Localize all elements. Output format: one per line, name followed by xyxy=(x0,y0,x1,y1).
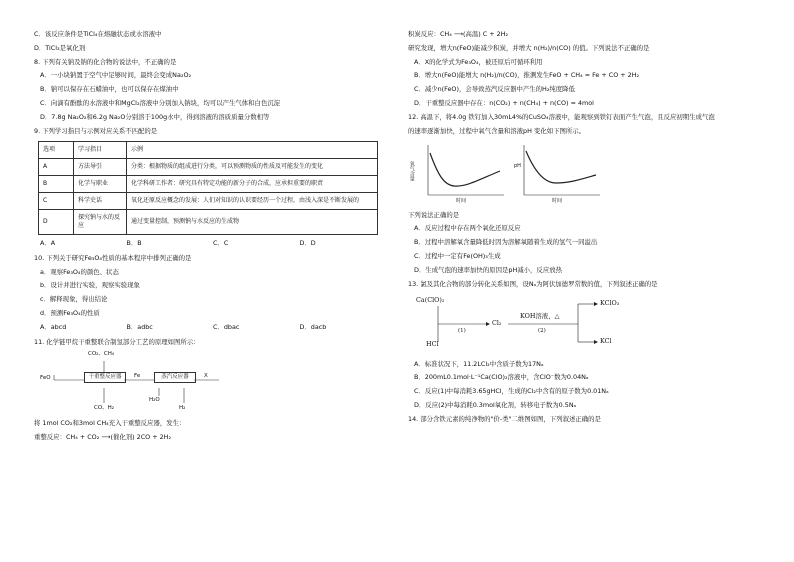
option: C．C xyxy=(213,239,229,248)
option: B．B xyxy=(126,239,142,248)
table-header-cell: 选项 xyxy=(39,141,74,158)
option-8b: B．钠可以保存在石蜡油中，也可以保存在煤油中 xyxy=(40,85,179,94)
label-kclo3: KClO₃ xyxy=(600,298,620,307)
option-12c: C．过程中一定有Fe(OH)₃生成 xyxy=(414,252,501,261)
graph2-xlabel: 时间 xyxy=(552,197,563,204)
table-cell: 方法导引 xyxy=(74,158,127,175)
option: A．A xyxy=(40,239,56,248)
diagram-arrows xyxy=(34,351,234,415)
label-co2-ch4: CO₂、CH₄ xyxy=(88,351,115,358)
option: B．adbc xyxy=(126,322,153,331)
label-caclo2: Ca(ClO)₂ xyxy=(416,295,445,304)
option-8a: A．一小块钠置于空气中足够时间，最终会变成Na₂O₂ xyxy=(40,71,192,80)
label-step2: (2) xyxy=(538,327,546,334)
steam-reactor: 蒸汽反应器 xyxy=(154,372,196,383)
question-14: 14. 部分含铁元素的纯净物的"价-类"二维图如图，下列叙述正确的是 xyxy=(408,414,601,423)
table-cell: 分类：根据物质的组成进行分类，可以预测物质的性质及可能发生的变化 xyxy=(127,158,378,175)
option-11d: D．干重整反应器中存在：n(CO₂) + n(CH₄) + n(CO) = 4mol xyxy=(414,99,594,108)
option: C．dbac xyxy=(213,322,240,331)
label-cl2: Cl₂ xyxy=(492,318,502,327)
dry-reforming-reactor: 干重整反应器 xyxy=(84,372,126,383)
question-9-options xyxy=(40,239,386,248)
table-cell: 科学史话 xyxy=(74,192,127,209)
chlorine-reaction-diagram xyxy=(408,294,764,354)
table-cell: B xyxy=(39,175,74,192)
question-8: 8. 下列有关钠及钠的化合物的说法中，不正确的是 xyxy=(34,57,177,66)
question-9: 9. 下列学习指目与示例对应关系不匹配的是 xyxy=(34,126,158,135)
table-row xyxy=(39,192,378,209)
label-h2: H₂ xyxy=(179,405,186,412)
graph-svg xyxy=(414,141,614,205)
table-cell: A xyxy=(39,158,74,175)
reaction-lines xyxy=(408,294,668,354)
option-13b: B．200mL0.1mol·L⁻¹Ca(ClO)₂溶液中，含ClO⁻数为0.04Nₐ xyxy=(414,373,589,382)
question-11: 11. 化学链甲烷干重整联合制氢部分工艺的原理如图所示： xyxy=(34,337,200,346)
table-cell: 化学科研工作者：研究具有特定功能的新分子的合成，应承担重要的职责 xyxy=(127,175,378,192)
question-13: 13. 氯及其化合物的部分转化关系如图，设Nₐ为阿伏加德罗常数的值，下列叙述正确的是 xyxy=(408,279,658,288)
left-column xyxy=(34,30,386,447)
label-kcl: KCl xyxy=(600,336,612,345)
option-8d: D．7.8g Na₂O₂和6.2g Na₂O分别溶于100g水中，得到溶液的溶质质量分数相等 xyxy=(40,112,270,121)
step-b: b．设计并进行实验，观察实验现象 xyxy=(40,281,140,290)
question-10-options xyxy=(40,323,386,332)
text-line: 积炭反应：CH₄ ⟶(高温) C + 2H₂ xyxy=(408,30,509,38)
text-line: C．该反应条件是TiCl₄在熔融状态或水溶液中 xyxy=(34,30,162,38)
option-13d: D．反应(2)中每消耗0.3mol氧化剂，转移电子数为0.5Nₐ xyxy=(414,401,577,410)
option-13c: C．反应(1)中每消耗3.65gHCl，生成的Cl₂中含有的原子数为0.01Nₐ xyxy=(414,387,609,396)
option-13a: A．标准状况下，11.2LCl₂中含质子数为17Nₐ xyxy=(414,359,544,368)
option-12d: D．生成气泡的速率加快的原因是pH减小，反应放热 xyxy=(414,265,562,274)
graph1-xlabel: 时间 xyxy=(456,197,467,204)
table-row xyxy=(39,175,378,192)
text-line: 研究发现，增大n(FeO)能减少积炭，并增大 n(H₂)/n(CO) 的值。下列说法不正确的是 xyxy=(408,43,650,52)
label-co-h2: CO、H₂ xyxy=(94,405,115,412)
option-11b: B．增大n(FeO)能增大 n(H₂)/n(CO)，推测发生FeO + CH₄ = Fe + CO + 2H₂ xyxy=(414,71,640,80)
step-a: a．观察Fe₃O₄的颜色、状态 xyxy=(40,267,119,276)
text-line: 下列说法正确的是 xyxy=(408,210,460,219)
label-h2o: H₂O xyxy=(149,397,160,404)
right-column xyxy=(408,30,764,429)
option: A．abcd xyxy=(40,322,67,331)
question-12-graphs xyxy=(408,141,764,205)
question-9-table xyxy=(38,141,378,236)
table-cell: 氧化还原反应概念的发展：人们对知识的认识要经历一个过程，由浅入深是不断发展的 xyxy=(127,192,378,209)
option: D．dacb xyxy=(299,322,327,331)
table-cell: D xyxy=(39,210,74,235)
graph1-ylabel: 氧气含量 xyxy=(408,160,415,181)
option-8c: C．向滴有酚酞的水溶液中和MgCl₂溶液中分别加入钠块，均可以产生气体和白色沉淀 xyxy=(40,99,281,108)
option-11c: C．减少n(FeO)，会导致蒸汽反应器中产生的H₂纯度降低 xyxy=(414,85,575,94)
table-header-cell: 示例 xyxy=(127,141,378,158)
table-cell: C xyxy=(39,192,74,209)
table-row xyxy=(39,210,378,235)
label-x: X xyxy=(204,373,208,380)
option-11a: A．X的化学式为Fe₃O₄，被还原后可循环利用 xyxy=(414,57,543,66)
question-10: 10. 下列关于研究Fe₃O₄性质的基本程序中排列正确的是 xyxy=(34,253,192,262)
table-cell: 化学与职业 xyxy=(74,175,127,192)
step-c: c．解释现象，得出结论 xyxy=(40,295,108,304)
question-12: 12. 高温下，将4.0g 铁钉加入30mL4%的CuSO₄溶液中，能观察到铁钉表面产生气泡，且反应初期生成气泡 xyxy=(408,112,715,121)
label-step1: (1) xyxy=(458,327,466,334)
label-feo: FeO xyxy=(40,375,51,382)
process-diagram xyxy=(34,351,386,415)
text-line: 将 1mol CO₂和3mol CH₄充入干重整反应器，发生： xyxy=(34,419,186,428)
text-line: 重整反应：CH₄ + CO₂ ⟶(催化剂) 2CO + 2H₂ xyxy=(34,433,172,442)
table-header-row xyxy=(39,141,378,158)
table-header-cell: 学习指目 xyxy=(74,141,127,158)
label-hcl: HCl xyxy=(426,339,439,348)
table-row xyxy=(39,158,378,175)
option-12a: A．反应过程中存在两个氧化还原反应 xyxy=(414,224,521,233)
text-line: D．TiCl₃是氧化剂 xyxy=(34,43,86,52)
text-line: 的速率逐渐加快，过程中氧气含量和溶液pH 变化如下图所示。 xyxy=(408,126,586,135)
label-koh: KOH溶液，△ xyxy=(520,311,560,320)
label-fe: Fe xyxy=(134,373,141,380)
table-cell: 探究钠与水的反应 xyxy=(74,210,127,235)
option: D．D xyxy=(299,239,316,248)
option-12b: B．过程中溶解氧含量降低时因为溶解氧随着生成的氢气一同溢出 xyxy=(414,238,598,247)
table-cell: 通过变量控制，预测钠与水反应的生成物 xyxy=(127,210,378,235)
graph2-ylabel: pH xyxy=(514,162,521,169)
step-d: d．预测Fe₃O₄的性质 xyxy=(40,309,100,318)
